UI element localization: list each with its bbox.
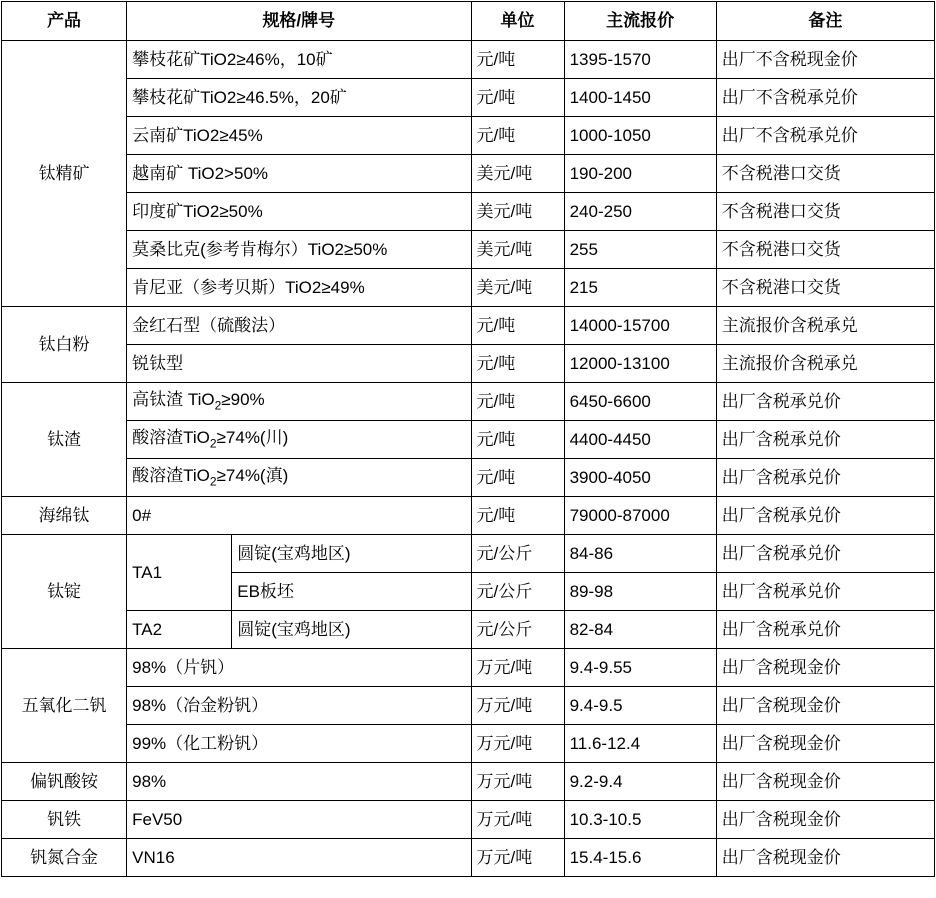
unit-cell: 元/吨 bbox=[471, 307, 564, 345]
unit-cell: 元/吨 bbox=[471, 345, 564, 383]
price-cell: 215 bbox=[564, 269, 716, 307]
price-cell: 84-86 bbox=[564, 535, 716, 573]
spec-cell: 攀枝花矿TiO2≥46%，10矿 bbox=[127, 41, 471, 79]
table-row bbox=[2, 497, 935, 535]
remark-cell: 出厂含税现金价 bbox=[716, 725, 934, 763]
table-row bbox=[2, 155, 935, 193]
remark-cell: 出厂含税承兑价 bbox=[716, 383, 934, 421]
table-row bbox=[2, 535, 935, 573]
price-cell: 3900-4050 bbox=[564, 459, 716, 497]
remark-cell: 主流报价含税承兑 bbox=[716, 345, 934, 383]
price-cell: 1400-1450 bbox=[564, 79, 716, 117]
unit-cell: 元/公斤 bbox=[471, 535, 564, 573]
product-category-cell: 钛白粉 bbox=[2, 307, 127, 383]
table-header-row bbox=[2, 2, 935, 41]
spec-cell: 攀枝花矿TiO2≥46.5%，20矿 bbox=[127, 79, 471, 117]
spec-cell: 金红石型（硫酸法） bbox=[127, 307, 471, 345]
table-row bbox=[2, 231, 935, 269]
unit-cell: 美元/吨 bbox=[471, 269, 564, 307]
table-row bbox=[2, 763, 935, 801]
spec-cell: 圆锭(宝鸡地区) bbox=[232, 535, 471, 573]
table-row bbox=[2, 307, 935, 345]
price-cell: 6450-6600 bbox=[564, 383, 716, 421]
spec-cell: 莫桑比克(参考肯梅尔）TiO2≥50% bbox=[127, 231, 471, 269]
product-category-cell: 钒氮合金 bbox=[2, 839, 127, 877]
table-row bbox=[2, 41, 935, 79]
remark-cell: 不含税港口交货 bbox=[716, 231, 934, 269]
price-cell: 9.4-9.5 bbox=[564, 687, 716, 725]
unit-cell: 元/吨 bbox=[471, 421, 564, 459]
spec-cell: 云南矿TiO2≥45% bbox=[127, 117, 471, 155]
table-row bbox=[2, 269, 935, 307]
unit-cell: 美元/吨 bbox=[471, 231, 564, 269]
table-row bbox=[2, 193, 935, 231]
price-cell: 89-98 bbox=[564, 573, 716, 611]
product-category-cell: 钛精矿 bbox=[2, 41, 127, 307]
header-product: 产品 bbox=[2, 2, 127, 41]
price-cell: 255 bbox=[564, 231, 716, 269]
price-cell: 14000-15700 bbox=[564, 307, 716, 345]
unit-cell: 元/公斤 bbox=[471, 611, 564, 649]
table-row bbox=[2, 345, 935, 383]
spec-cell: 圆锭(宝鸡地区) bbox=[232, 611, 471, 649]
product-category-cell: 海绵钛 bbox=[2, 497, 127, 535]
price-cell: 9.4-9.55 bbox=[564, 649, 716, 687]
spec-cell: 98%（冶金粉钒） bbox=[127, 687, 471, 725]
unit-cell: 元/吨 bbox=[471, 117, 564, 155]
remark-cell: 出厂含税现金价 bbox=[716, 649, 934, 687]
remark-cell: 出厂含税现金价 bbox=[716, 763, 934, 801]
remark-cell: 出厂含税现金价 bbox=[716, 839, 934, 877]
header-remark: 备注 bbox=[716, 2, 934, 41]
unit-cell: 万元/吨 bbox=[471, 725, 564, 763]
product-category-cell: 钒铁 bbox=[2, 801, 127, 839]
remark-cell: 出厂含税承兑价 bbox=[716, 611, 934, 649]
unit-cell: 元/吨 bbox=[471, 459, 564, 497]
header-unit: 单位 bbox=[471, 2, 564, 41]
unit-cell: 美元/吨 bbox=[471, 155, 564, 193]
price-cell: 82-84 bbox=[564, 611, 716, 649]
price-cell: 11.6-12.4 bbox=[564, 725, 716, 763]
remark-cell: 出厂不含税承兑价 bbox=[716, 79, 934, 117]
unit-cell: 元/吨 bbox=[471, 41, 564, 79]
spec-cell: 98%（片钒） bbox=[127, 649, 471, 687]
table-row bbox=[2, 421, 935, 459]
unit-cell: 万元/吨 bbox=[471, 763, 564, 801]
price-cell: 240-250 bbox=[564, 193, 716, 231]
table-row bbox=[2, 79, 935, 117]
spec-cell: 0# bbox=[127, 497, 471, 535]
remark-cell: 不含税港口交货 bbox=[716, 193, 934, 231]
price-cell: 1395-1570 bbox=[564, 41, 716, 79]
unit-cell: 元/吨 bbox=[471, 497, 564, 535]
spec-cell: 酸溶渣TiO$_2$≥74%(滇) bbox=[127, 459, 471, 497]
spec-cell: 98% bbox=[127, 763, 471, 801]
spec-cell: 酸溶渣TiO$_2$≥74%(川) bbox=[127, 421, 471, 459]
remark-cell: 主流报价含税承兑 bbox=[716, 307, 934, 345]
table-row bbox=[2, 687, 935, 725]
grade-cell: TA2 bbox=[127, 611, 232, 649]
table-row bbox=[2, 649, 935, 687]
remark-cell: 出厂含税承兑价 bbox=[716, 535, 934, 573]
price-cell: 15.4-15.6 bbox=[564, 839, 716, 877]
spec-cell: 99%（化工粉钒） bbox=[127, 725, 471, 763]
unit-cell: 万元/吨 bbox=[471, 687, 564, 725]
price-cell: 9.2-9.4 bbox=[564, 763, 716, 801]
spec-cell: 越南矿 TiO2>50% bbox=[127, 155, 471, 193]
price-cell: 12000-13100 bbox=[564, 345, 716, 383]
unit-cell: 万元/吨 bbox=[471, 801, 564, 839]
titanium-vanadium-price-table bbox=[1, 1, 935, 877]
remark-cell: 出厂不含税现金价 bbox=[716, 41, 934, 79]
remark-cell: 出厂含税承兑价 bbox=[716, 497, 934, 535]
remark-cell: 出厂含税承兑价 bbox=[716, 573, 934, 611]
table-row bbox=[2, 839, 935, 877]
price-cell: 4400-4450 bbox=[564, 421, 716, 459]
spec-cell: 印度矿TiO2≥50% bbox=[127, 193, 471, 231]
table-row bbox=[2, 117, 935, 155]
product-category-cell: 五氧化二钒 bbox=[2, 649, 127, 763]
spec-cell: 锐钛型 bbox=[127, 345, 471, 383]
table-row bbox=[2, 801, 935, 839]
unit-cell: 万元/吨 bbox=[471, 839, 564, 877]
remark-cell: 不含税港口交货 bbox=[716, 155, 934, 193]
price-cell: 10.3-10.5 bbox=[564, 801, 716, 839]
spec-cell: EB板坯 bbox=[232, 573, 471, 611]
spec-cell: FeV50 bbox=[127, 801, 471, 839]
spec-cell: 肯尼亚（参考贝斯）TiO2≥49% bbox=[127, 269, 471, 307]
price-cell: 79000-87000 bbox=[564, 497, 716, 535]
unit-cell: 万元/吨 bbox=[471, 649, 564, 687]
remark-cell: 出厂含税现金价 bbox=[716, 801, 934, 839]
table-row bbox=[2, 383, 935, 421]
product-category-cell: 偏钒酸铵 bbox=[2, 763, 127, 801]
table-row bbox=[2, 611, 935, 649]
remark-cell: 出厂含税承兑价 bbox=[716, 459, 934, 497]
remark-cell: 出厂含税现金价 bbox=[716, 687, 934, 725]
spec-cell: VN16 bbox=[127, 839, 471, 877]
unit-cell: 元/吨 bbox=[471, 79, 564, 117]
unit-cell: 美元/吨 bbox=[471, 193, 564, 231]
table-row bbox=[2, 725, 935, 763]
remark-cell: 不含税港口交货 bbox=[716, 269, 934, 307]
spec-cell: 高钛渣 TiO$_2$≥90% bbox=[127, 383, 471, 421]
header-spec: 规格/牌号 bbox=[127, 2, 471, 41]
grade-cell: TA1 bbox=[127, 535, 232, 611]
product-category-cell: 钛渣 bbox=[2, 383, 127, 497]
product-category-cell: 钛锭 bbox=[2, 535, 127, 649]
remark-cell: 出厂不含税承兑价 bbox=[716, 117, 934, 155]
price-cell: 190-200 bbox=[564, 155, 716, 193]
header-price: 主流报价 bbox=[564, 2, 716, 41]
table-row bbox=[2, 459, 935, 497]
unit-cell: 元/吨 bbox=[471, 383, 564, 421]
price-cell: 1000-1050 bbox=[564, 117, 716, 155]
remark-cell: 出厂含税承兑价 bbox=[716, 421, 934, 459]
unit-cell: 元/公斤 bbox=[471, 573, 564, 611]
